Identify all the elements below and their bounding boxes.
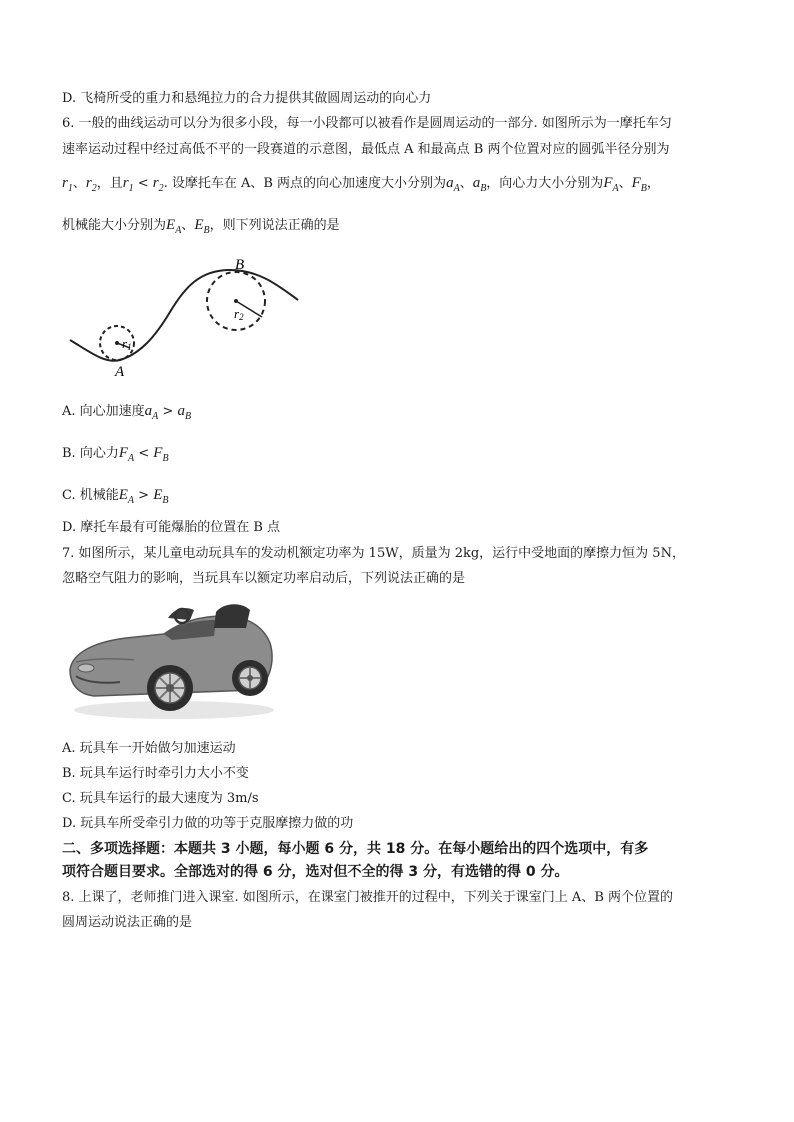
label-r1: r1 <box>122 336 132 352</box>
toy-car-image <box>64 598 276 723</box>
q7-option-b: B. 玩具车运行时牵引力大小不变 <box>62 766 249 781</box>
q6-line1: 6. 一般的曲线运动可以分为很多小段，每一小段都可以被看作是圆周运动的一部分. 如图所示为一摩托车匀 <box>62 116 672 131</box>
section2-heading-line1: 二、多项选择题：本题共 3 小题，每小题 6 分，共 18 分。在每小题给出的四个选项中，有多 <box>62 841 649 857</box>
q6-option-b: B. 向心力$F_A < F_B$ <box>62 445 169 464</box>
q6-line2: 速率运动过程中经过高低不平的一段赛道的示意图，最低点 A 和最高点 B 两个位置对应的圆弧半径分别为 <box>62 142 670 157</box>
section2-heading-line2: 项符合题目要求。全部选对的得 6 分，选对但不全的得 3 分，有选错的得 0 分。 <box>62 864 569 880</box>
track-curve <box>70 270 298 361</box>
q6-option-d: D. 摩托车最有可能爆胎的位置在 B 点 <box>62 520 281 535</box>
q6-line3: $r_1$、$r_2$，且$r_1 < r_2$. 设摩托车在 A、B 两点的向心加速度大小分别为$a_A$、$a_B$，向心力大小分别为$F_A$、$F_B$， <box>62 175 660 194</box>
q8-line2: 圆周运动说法正确的是 <box>62 915 193 930</box>
label-point-a: A <box>115 364 125 380</box>
label-r2: r2 <box>234 306 244 322</box>
q8-line1: 8. 上课了，老师推门进入课室. 如图所示，在课室门被推开的过程中，下列关于课室门上 A、B 两个位置的 <box>62 890 674 905</box>
q6-line4: 机械能大小分别为$E_A$、$E_B$，则下列说法正确的是 <box>62 217 340 236</box>
q7-option-c: C. 玩具车运行的最大速度为 3m/s <box>62 791 259 806</box>
q7-line1: 7. 如图所示，某儿童电动玩具车的发动机额定功率为 15W，质量为 2kg，运行中受地面的摩擦力恒为 5N， <box>62 546 685 561</box>
q7-option-a: A. 玩具车一开始做匀加速运动 <box>62 741 236 756</box>
q7-line2: 忽略空气阻力的影响，当玩具车以额定功率启动后，下列说法正确的是 <box>62 571 466 586</box>
track-figure <box>60 252 310 382</box>
q6-option-a: A. 向心加速度$a_A > a_B$ <box>62 403 192 422</box>
prev-option-d: D. 飞椅所受的重力和悬绳拉力的合力提供其做圆周运动的向心力 <box>62 91 432 106</box>
q6-option-c: C. 机械能$E_A > E_B$ <box>62 487 169 506</box>
q7-option-d: D. 玩具车所受牵引力做的功等于克服摩擦力做的功 <box>62 816 354 831</box>
label-point-b: B <box>235 257 245 273</box>
